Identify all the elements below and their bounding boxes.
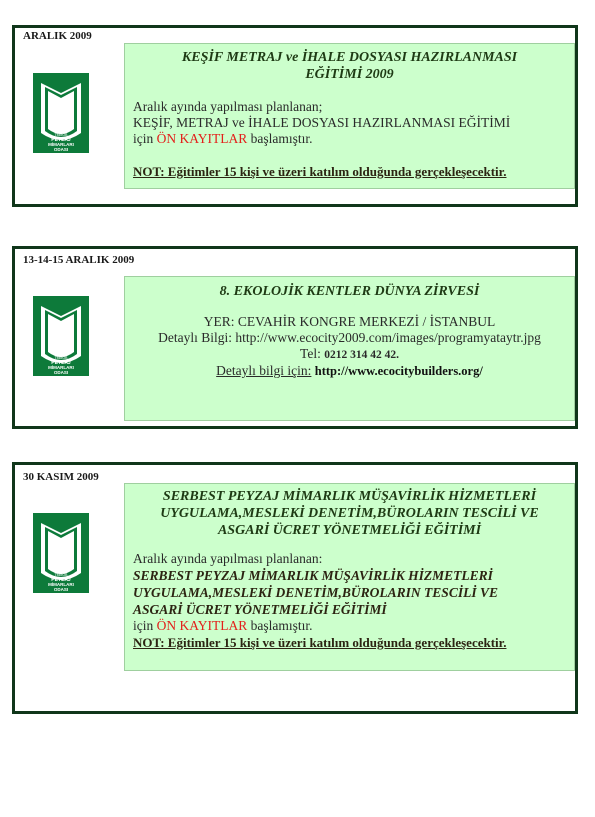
event-card-1 bbox=[12, 25, 578, 207]
event-date: 30 KASIM 2009 bbox=[23, 471, 99, 483]
event-panel bbox=[124, 276, 575, 421]
logo-text-line1: TMMOB bbox=[54, 133, 68, 137]
event-card-2 bbox=[12, 246, 578, 429]
detail2-label: Detaylı bilgi için: bbox=[216, 363, 312, 378]
event-note: NOT: Eğitimler 15 kişi ve üzeri katılım olduğunda gerçekleşecektir. bbox=[133, 164, 507, 179]
event-phone-line bbox=[133, 346, 566, 363]
event-panel bbox=[124, 483, 575, 671]
event-course-line3: ASGARİ ÜCRET YÖNETMELİĞİ EĞİTİMİ bbox=[133, 602, 387, 617]
event-note: NOT: Eğitimler 15 kişi ve üzeri katılım olduğunda gerçekleşecektir. bbox=[133, 635, 507, 650]
phone-number: 0212 314 42 42. bbox=[324, 349, 399, 361]
logo-text-line1: TMMOB bbox=[54, 573, 68, 577]
registration-pre: için bbox=[133, 131, 157, 146]
logo-text-line2: PEYZAJ bbox=[51, 577, 71, 583]
registration-highlight: ÖN KAYITLAR bbox=[156, 618, 248, 633]
event-panel bbox=[124, 43, 575, 189]
event-title-line3: ASGARİ ÜCRET YÖNETMELİĞİ EĞİTİMİ bbox=[217, 523, 482, 538]
registration-line bbox=[133, 618, 566, 634]
registration-post: başlamıştır. bbox=[247, 131, 313, 146]
logo-text-line4: ODASI bbox=[53, 147, 69, 152]
logo-text-line2: PEYZAJ bbox=[51, 360, 71, 366]
ecocitybuilders-link[interactable]: http://www.ecocitybuilders.org/ bbox=[314, 364, 483, 378]
logo-text-line1: TMMOB bbox=[54, 356, 68, 360]
logo-text-line3: MİMARLARI bbox=[48, 365, 74, 370]
event-course: KEŞİF, METRAJ ve İHALE DOSYASI HAZIRLANMASI EĞİTİMİ bbox=[133, 115, 511, 130]
event-title-line1: KEŞİF METRAJ ve İHALE DOSYASI HAZIRLANMASI bbox=[181, 50, 518, 65]
logo-text-line4: ODASI bbox=[53, 370, 69, 375]
event-venue: YER: CEVAHİR KONGRE MERKEZİ / İSTANBUL bbox=[203, 314, 496, 329]
phone-label: Tel: bbox=[300, 346, 325, 361]
registration-line bbox=[133, 131, 566, 147]
event-title: 8. EKOLOJİK KENTLER DÜNYA ZİRVESİ bbox=[219, 284, 480, 299]
event-intro: Aralık ayında yapılması planlanan; bbox=[133, 99, 323, 114]
event-date: 13-14-15 ARALIK 2009 bbox=[23, 254, 135, 266]
registration-post: başlamıştır. bbox=[247, 618, 313, 633]
logo-text-line4: ODASI bbox=[53, 587, 69, 592]
event-course-line2: UYGULAMA,MESLEKİ DENETİM,BÜROLARIN TESCİLİ VE bbox=[133, 585, 498, 600]
event-course-line1: SERBEST PEYZAJ MİMARLIK MÜŞAVİRLİK HİZMETLERİ bbox=[133, 568, 493, 583]
logo-text-line3: MİMARLARI bbox=[48, 142, 74, 147]
logo-text-line2: PEYZAJ bbox=[51, 137, 71, 143]
event-intro: Aralık ayında yapılması planlanan: bbox=[133, 551, 323, 566]
registration-highlight: ÖN KAYITLAR bbox=[156, 131, 248, 146]
event-card-3 bbox=[12, 462, 578, 714]
organization-logo bbox=[33, 73, 89, 153]
event-title-line1: SERBEST PEYZAJ MİMARLIK MÜŞAVİRLİK HİZMETLERİ bbox=[162, 489, 537, 504]
event-date: ARALIK 2009 bbox=[23, 30, 92, 42]
event-title-line2: EĞİTİMİ 2009 bbox=[305, 67, 394, 82]
organization-logo bbox=[33, 296, 89, 376]
event-detail: Detaylı Bilgi: http://www.ecocity2009.com/images/programyataytr.jpg bbox=[158, 330, 541, 345]
event-detail2-line bbox=[133, 363, 566, 379]
event-title-line2: UYGULAMA,MESLEKİ DENETİM,BÜROLARIN TESCİLİ VE bbox=[160, 506, 539, 521]
logo-text-line3: MİMARLARI bbox=[48, 582, 74, 587]
registration-pre: için bbox=[133, 618, 157, 633]
organization-logo bbox=[33, 513, 89, 593]
